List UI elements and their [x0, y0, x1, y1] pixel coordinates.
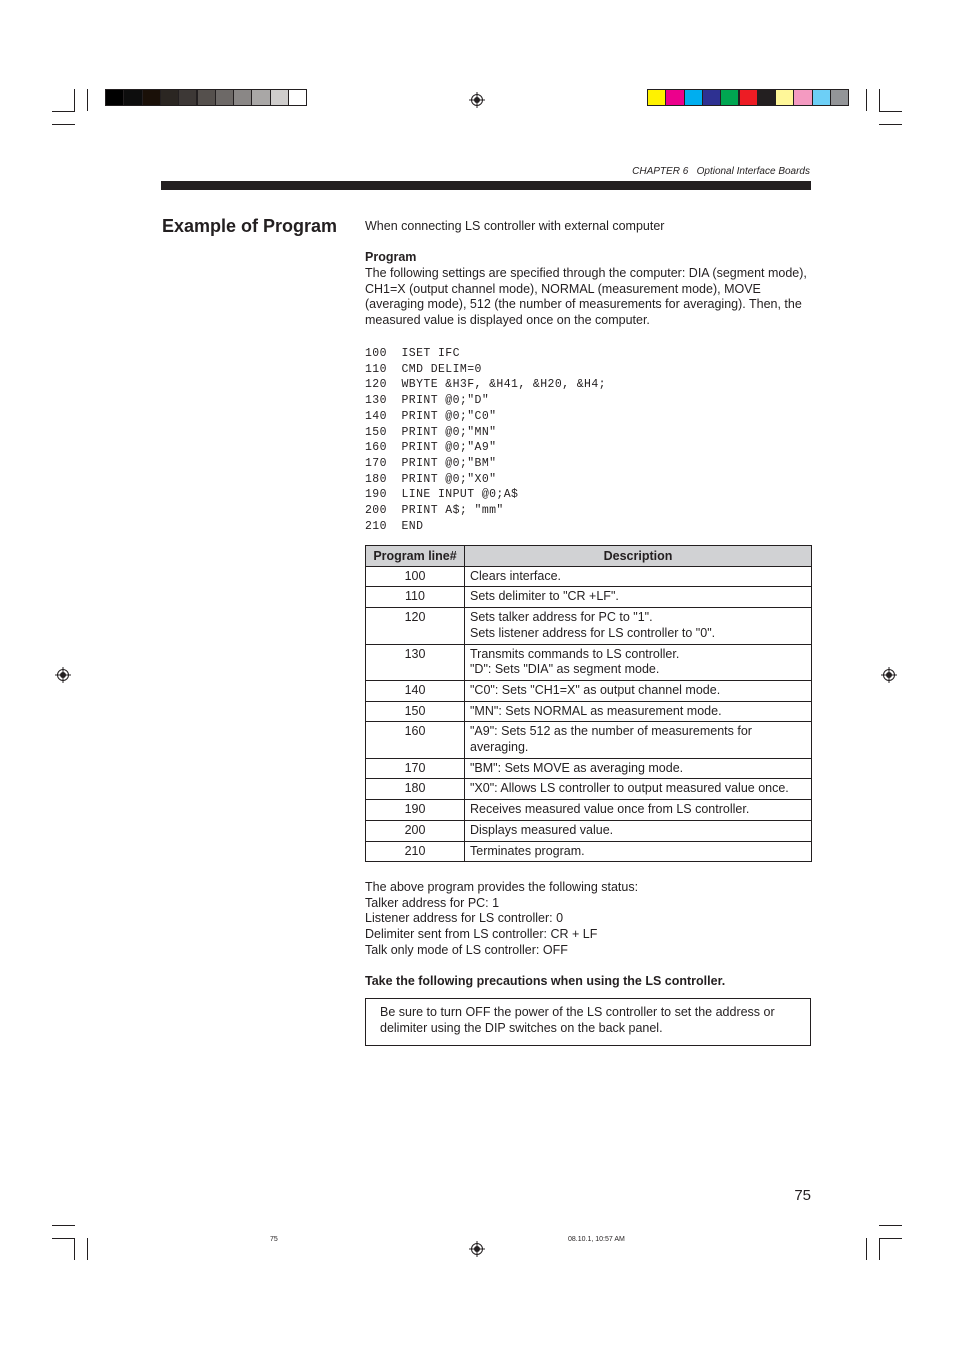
table-cell-description: Sets talker address for PC to "1". Sets listener address for LS controller to "0".	[465, 608, 812, 644]
color-swatch	[739, 89, 758, 106]
table-cell-line: 160	[366, 722, 465, 758]
chapter-header: CHAPTER 6 Optional Interface Boards	[632, 166, 810, 177]
code-line: 130 PRINT @0;"D"	[365, 394, 490, 408]
table-header-description: Description	[465, 546, 812, 567]
note-box: Be sure to turn OFF the power of the LS controller to set the address or delimiter using the DIP switches on the back panel.	[365, 998, 811, 1046]
color-swatch	[793, 89, 812, 106]
color-swatch	[757, 89, 776, 106]
table-cell-line: 200	[366, 820, 465, 841]
table-cell-line: 210	[366, 841, 465, 862]
table-row	[366, 722, 812, 758]
code-line: 110 CMD DELIM=0	[365, 362, 482, 376]
status-line: Delimiter sent from LS controller: CR + LF	[365, 927, 598, 942]
code-line: 180 PRINT @0;"X0"	[365, 472, 497, 486]
table-row	[366, 680, 812, 701]
color-swatch	[178, 89, 197, 106]
intro-text: When connecting LS controller with external computer	[365, 219, 665, 233]
code-line: 120 WBYTE &H3F, &H41, &H20, &H4;	[365, 378, 606, 392]
table-row	[366, 800, 812, 821]
table-row	[366, 701, 812, 722]
color-swatch	[812, 89, 831, 106]
table-cell-line: 140	[366, 680, 465, 701]
table-cell-description: Transmits commands to LS controller. "D": Sets "DIA" as segment mode.	[465, 644, 812, 680]
color-swatch	[684, 89, 703, 106]
color-swatch	[720, 89, 739, 106]
table-cell-line: 150	[366, 701, 465, 722]
table-row	[366, 566, 812, 587]
color-swatch	[233, 89, 252, 106]
code-line: 100 ISET IFC	[365, 347, 460, 360]
color-swatch	[270, 89, 289, 106]
color-swatch	[830, 89, 849, 106]
registration-mark-icon	[881, 667, 897, 683]
color-swatch	[665, 89, 684, 106]
table-cell-description: "A9": Sets 512 as the number of measurements for averaging.	[465, 722, 812, 758]
color-swatch	[647, 89, 666, 106]
table-cell-description: Terminates program.	[465, 841, 812, 862]
code-line: 150 PRINT @0;"MN"	[365, 425, 497, 439]
table-row	[366, 644, 812, 680]
registration-mark-icon	[469, 92, 485, 108]
table-row	[366, 779, 812, 800]
table-cell-line: 110	[366, 587, 465, 608]
code-line: 140 PRINT @0;"C0"	[365, 409, 497, 423]
color-swatch	[702, 89, 721, 106]
table-cell-description: Clears interface.	[465, 566, 812, 587]
program-table	[365, 545, 812, 862]
program-heading: Program	[365, 250, 417, 264]
table-cell-line: 100	[366, 566, 465, 587]
precaution-heading: Take the following precautions when using the LS controller.	[365, 974, 726, 988]
color-swatch	[123, 89, 142, 106]
table-cell-line: 190	[366, 800, 465, 821]
code-line: 160 PRINT @0;"A9"	[365, 441, 497, 455]
status-line: The above program provides the following status:	[365, 880, 639, 894]
table-cell-line: 130	[366, 644, 465, 680]
footer-timestamp: 08.10.1, 10:57 AM	[568, 1236, 625, 1243]
table-cell-description: "MN": Sets NORMAL as measurement mode.	[465, 701, 812, 722]
table-header-line: Program line#	[366, 546, 465, 567]
table-row	[366, 758, 812, 779]
status-text	[365, 880, 811, 959]
code-line: 190 LINE INPUT @0;A$	[365, 488, 519, 502]
page-number: 75	[794, 1187, 811, 1204]
table-row	[366, 820, 812, 841]
color-swatch	[197, 89, 216, 106]
code-line: 200 PRINT A$; "mm"	[365, 504, 504, 518]
program-description: The following settings are specified through the computer: DIA (segment mode), CH1=X (output channel mode), NORMAL (measurement mode), MOVE (averaging mode), 512 (the number of measurements for averaging). Then, the measured value is displayed once on the computer.	[365, 266, 807, 328]
table-row	[366, 841, 812, 862]
status-line: Talker address for PC: 1	[365, 895, 500, 910]
color-swatch	[142, 89, 161, 106]
table-row	[366, 587, 812, 608]
color-swatch	[288, 89, 307, 106]
table-cell-description: Receives measured value once from LS controller.	[465, 800, 812, 821]
color-swatch	[105, 89, 124, 106]
table-cell-description: "C0": Sets "CH1=X" as output channel mode.	[465, 680, 812, 701]
code-line: 210 END	[365, 519, 424, 533]
header-rule	[161, 181, 811, 190]
status-line: Talk only mode of LS controller: OFF	[365, 942, 568, 957]
status-line: Listener address for LS controller: 0	[365, 911, 564, 926]
table-cell-line: 170	[366, 758, 465, 779]
table-cell-line: 180	[366, 779, 465, 800]
registration-mark-icon	[469, 1241, 485, 1257]
registration-mark-icon	[55, 667, 71, 683]
table-row	[366, 608, 812, 644]
color-swatch	[160, 89, 179, 106]
color-swatch	[775, 89, 794, 106]
table-cell-description: Sets delimiter to "CR +LF".	[465, 587, 812, 608]
table-cell-description: Displays measured value.	[465, 820, 812, 841]
table-cell-line: 120	[366, 608, 465, 644]
footer-left: 75	[270, 1236, 278, 1243]
table-cell-description: "X0": Allows LS controller to output measured value once.	[465, 779, 812, 800]
code-line: 170 PRINT @0;"BM"	[365, 456, 497, 470]
section-title: Example of Program	[162, 216, 338, 236]
table-cell-description: "BM": Sets MOVE as averaging mode.	[465, 758, 812, 779]
color-swatch	[215, 89, 234, 106]
code-listing	[365, 346, 606, 534]
color-swatch	[251, 89, 270, 106]
